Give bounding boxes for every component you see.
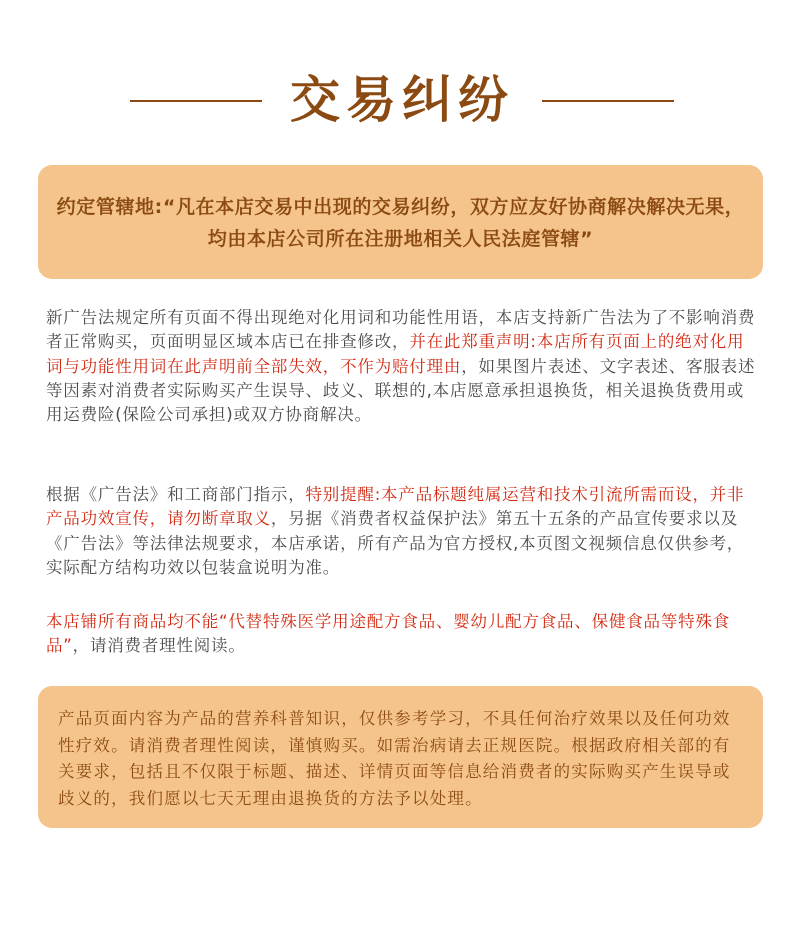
special-reminder-highlight: 特别提醒:本产品标题纯属运营和技术引流所需而设，并非产品功效宣传，请勿断章取义: [46, 485, 745, 529]
advertising-law-text: 新广告法规定所有页面不得出现绝对化用词和功能性用语，本店支持新广告法为了不影响消费者正常购买，页面明显区域本店已在排查修改，: [46, 308, 756, 352]
advertising-law-text-continued: ，如果图片表述、文字表述、客服表述等因素对消费者实际购买产生误导、歧义、联想的,本店愿意承担退换货，相关退换货费用或用运费险(保险公司承担)或双方协商解决。: [46, 356, 756, 425]
advertising-law-declaration: 并在此郑重声明:本店所有页面上的绝对化用词与功能性用词在此声明前全部失效，不作为赔付理由: [46, 332, 745, 376]
special-reminder-intro: 根据《广告法》和工商部门指示，: [46, 485, 306, 504]
jurisdiction-text: 约定管辖地:“凡在本店交易中出现的交易纠纷，双方应友好协商解决解决无果，均由本店公司所在注册地相关人民法庭管辖”: [56, 196, 745, 250]
special-reminder-paragraph: [46, 483, 758, 580]
special-reminder-text-continued: ，另据《消费者权益保护法》第五十五条的产品宣传要求以及《广告法》等法律法规要求，本店承诺，所有产品为官方授权,本页图文视频信息仅供参考，实际配方结构功效以包装盒说明为准。: [46, 509, 745, 577]
page-title: 交易纠纷: [290, 71, 514, 129]
special-food-text: ，请消费者理性阅读。: [72, 636, 246, 656]
section-header: [0, 70, 800, 130]
advertising-law-paragraph: [46, 306, 758, 427]
title-divider-left: [130, 100, 262, 102]
title-divider-right: [542, 100, 674, 102]
special-food-paragraph: [46, 610, 758, 659]
jurisdiction-notice-box: [38, 165, 763, 279]
special-food-highlight: 本店铺所有商品均不能“代替特殊医学用途配方食品、婴幼儿配方食品、保健食品等特殊食品”: [46, 612, 731, 656]
health-notice-box: [38, 686, 763, 828]
health-notice-text: 产品页面内容为产品的营养科普知识，仅供参考学习，不具任何治疗效果以及任何功效性疗效。请消费者理性阅读，谨慎购买。如需治病请去正规医院。根据政府相关部的有关要求，包括且不仅限于标题、描述、详情页面等信息给消费者的实际购买产生误导或歧义的，我们愿以七天无理由退换货的方法予以处理。: [58, 709, 731, 808]
